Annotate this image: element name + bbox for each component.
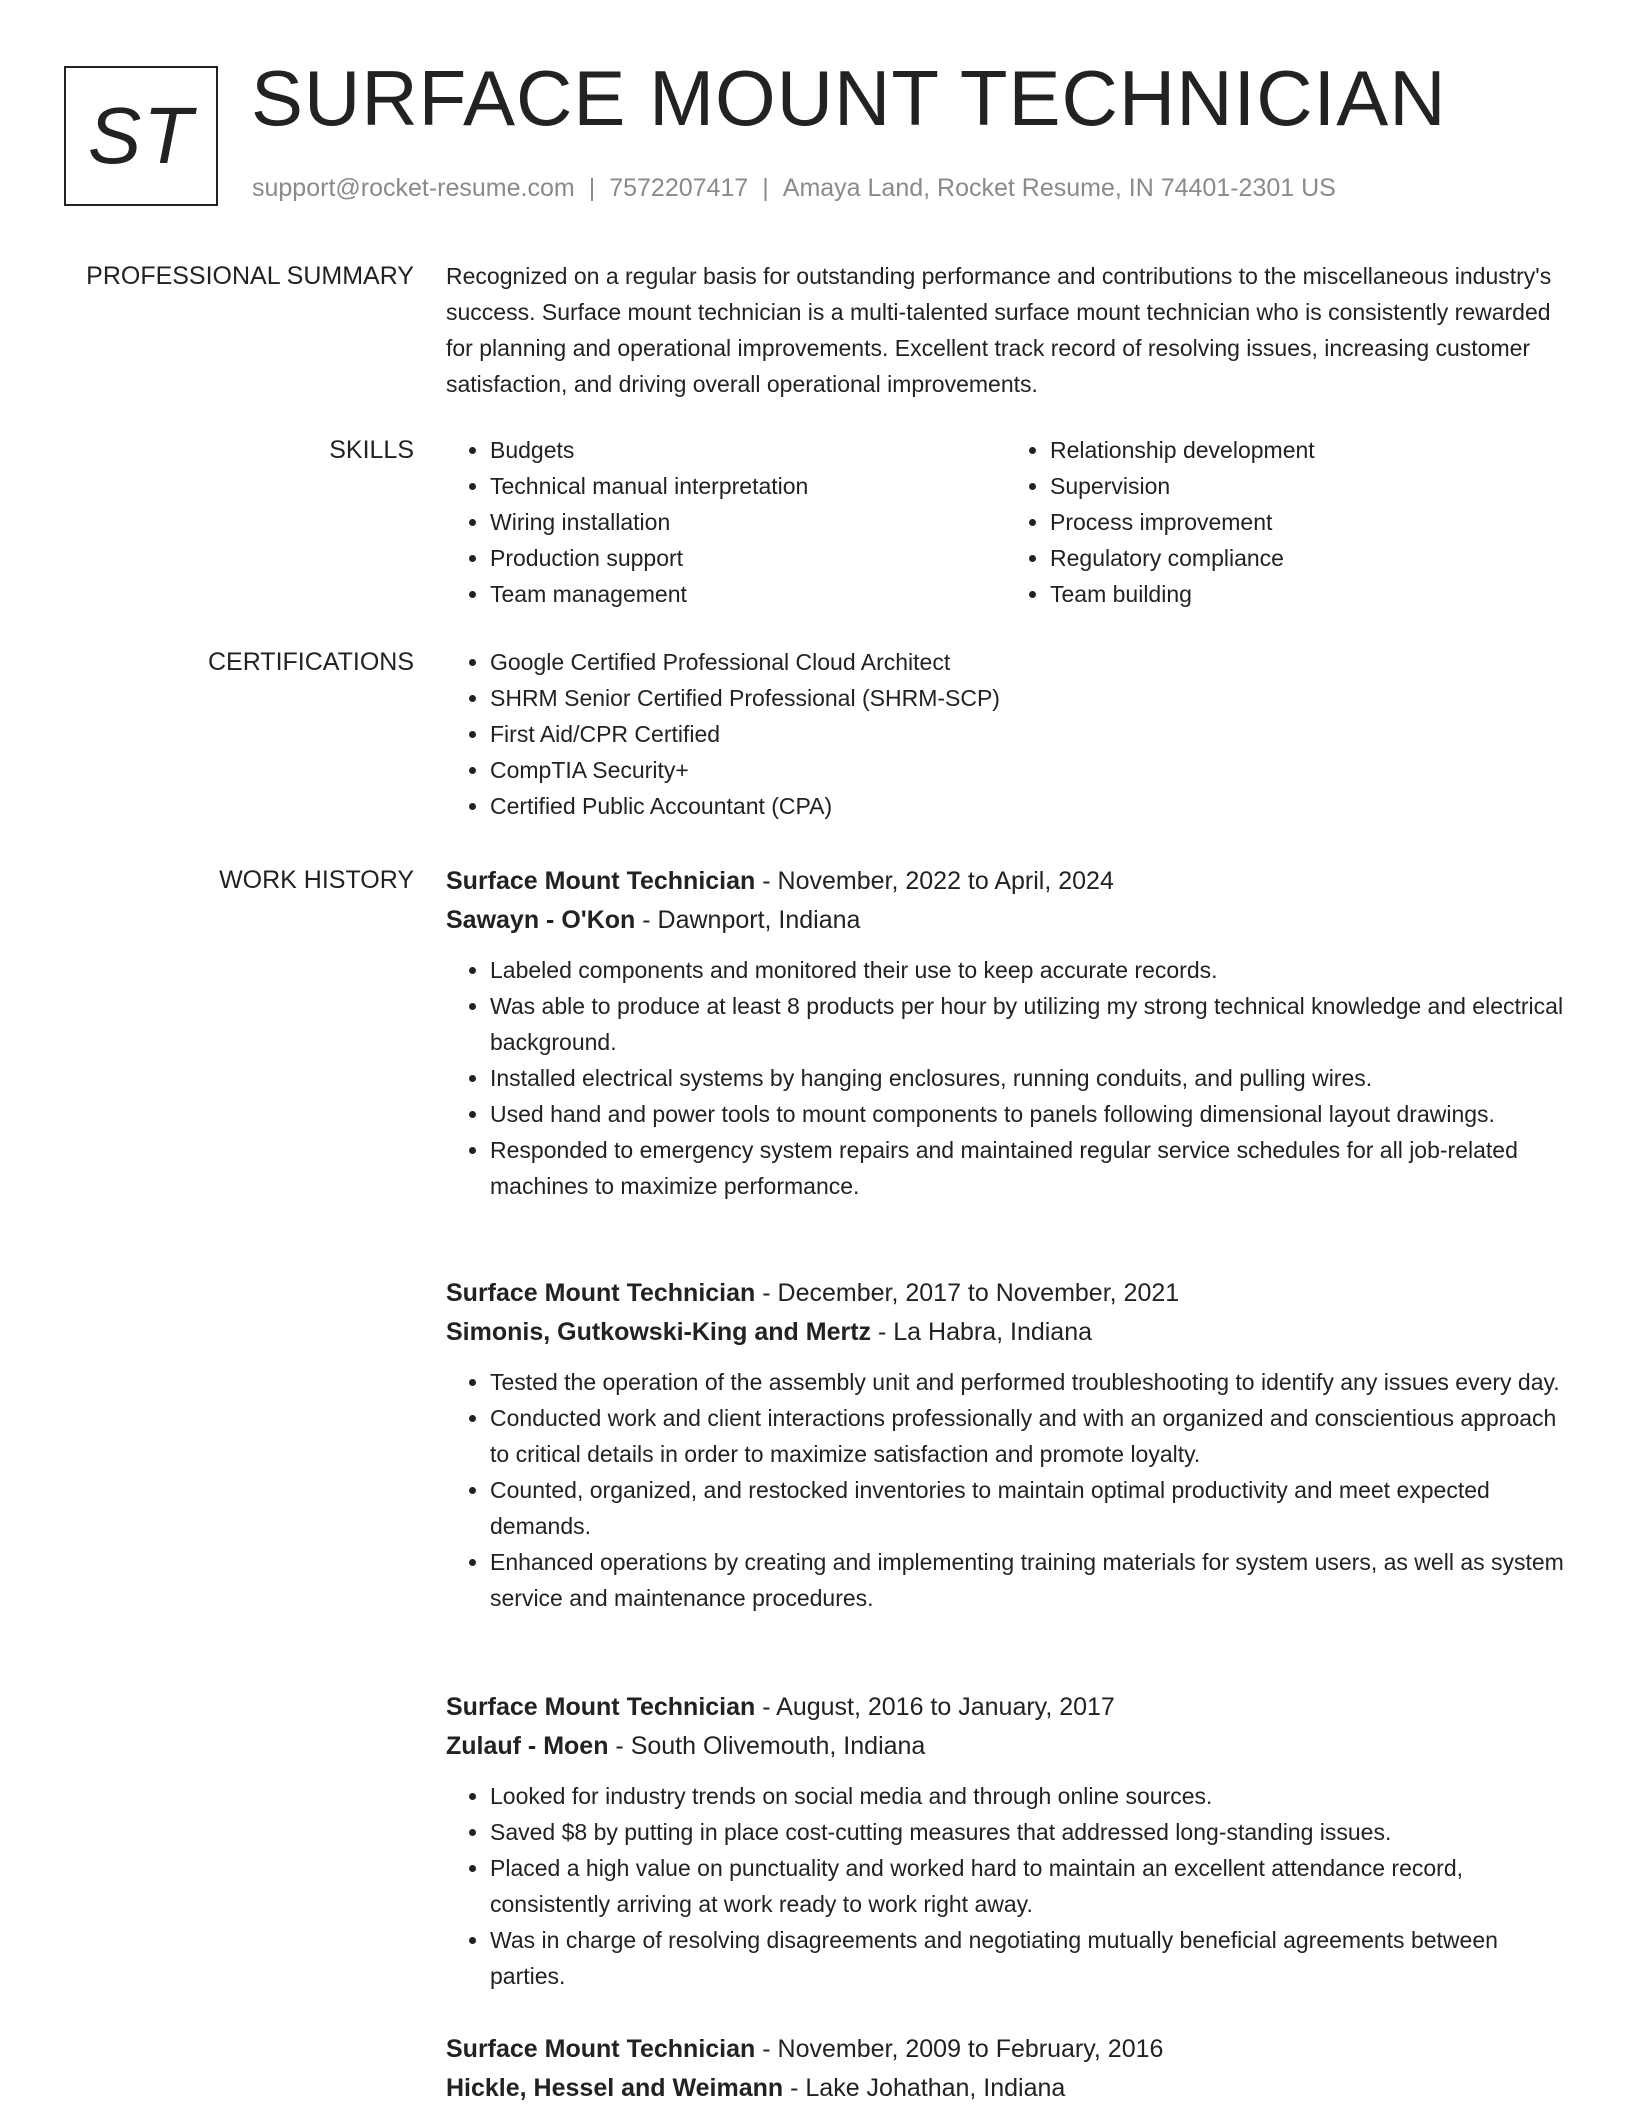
job-bullets xyxy=(446,952,1566,1204)
skills-list xyxy=(446,432,1566,612)
summary-body xyxy=(446,258,1566,402)
separator: | xyxy=(588,174,596,202)
certification-item: • First Aid/CPR Certified xyxy=(490,716,1566,752)
certifications-list xyxy=(446,644,1566,824)
job-dates: - December, 2017 to November, 2021 xyxy=(755,1279,1180,1307)
job-dates: - August, 2016 to January, 2017 xyxy=(755,1693,1115,1721)
separator: | xyxy=(762,174,769,202)
skill-item: • Budgets xyxy=(490,432,1006,468)
job-dates: - November, 2022 to April, 2024 xyxy=(755,867,1114,895)
job-location: - Dawnport, Indiana xyxy=(635,906,861,934)
skill-item: • Technical manual interpretation xyxy=(490,468,1006,504)
job-entry xyxy=(446,2030,1566,2108)
job-role: Surface Mount Technician xyxy=(446,1279,756,1307)
skills-column-left xyxy=(446,432,1006,612)
job-role: Surface Mount Technician xyxy=(446,867,756,895)
skill-item: • Relationship development xyxy=(1050,432,1566,468)
skill-item: • Process improvement xyxy=(1050,504,1566,540)
monogram-logo: ST xyxy=(64,66,218,206)
job-company: Sawayn - O'Kon xyxy=(446,906,636,934)
job-bullet: • Enhanced operations by creating and implementing training materials for system users, as well as system service and maintenance procedures. xyxy=(490,1544,1566,1616)
certification-item: • Certified Public Accountant (CPA) xyxy=(490,788,1566,824)
job-title-line xyxy=(446,1688,1566,1727)
section-title-work-history: WORK HISTORY xyxy=(219,866,414,894)
job-bullet: • Tested the operation of the assembly unit and performed troubleshooting to identify any issues every day. xyxy=(490,1364,1566,1400)
skill-item: • Team management xyxy=(490,576,1006,612)
certification-item: • SHRM Senior Certified Professional (SHRM-SCP) xyxy=(490,680,1566,716)
job-role: Surface Mount Technician xyxy=(446,1693,756,1721)
certification-item: • CompTIA Security+ xyxy=(490,752,1566,788)
job-company-line xyxy=(446,901,1566,940)
work-history-body xyxy=(446,862,1566,2102)
job-bullet: • Was in charge of resolving disagreements and negotiating mutually beneficial agreements between parties. xyxy=(490,1922,1566,1994)
skill-item: • Regulatory compliance xyxy=(1050,540,1566,576)
job-entry xyxy=(446,862,1566,1204)
certification-item: • Google Certified Professional Cloud Architect xyxy=(490,644,1566,680)
job-entry xyxy=(446,1274,1566,1616)
job-title-line xyxy=(446,2030,1566,2069)
job-bullet: • Looked for industry trends on social media and through online sources. xyxy=(490,1778,1566,1814)
job-bullet: • Installed electrical systems by hanging enclosures, running conduits, and pulling wires. xyxy=(490,1060,1566,1096)
skill-item: • Wiring installation xyxy=(490,504,1006,540)
job-entry xyxy=(446,1688,1566,1994)
address-text: Amaya Land, Rocket Resume, IN 74401-2301 US xyxy=(782,174,1336,202)
section-title-summary: PROFESSIONAL SUMMARY xyxy=(86,262,414,290)
job-bullet: • Used hand and power tools to mount components to panels following dimensional layout drawings. xyxy=(490,1096,1566,1132)
job-role: Surface Mount Technician xyxy=(446,2035,756,2063)
job-company: Hickle, Hessel and Weimann xyxy=(446,2074,784,2102)
job-location: - South Olivemouth, Indiana xyxy=(608,1732,926,1760)
job-location: - Lake Johathan, Indiana xyxy=(783,2074,1066,2102)
section-title-certifications: CERTIFICATIONS xyxy=(207,648,414,676)
job-bullet: • Was able to produce at least 8 products per hour by utilizing my strong technical knowledge and electrical background. xyxy=(490,988,1566,1060)
email-text[interactable]: support@rocket-resume.com xyxy=(252,174,575,202)
job-location: - La Habra, Indiana xyxy=(871,1318,1093,1346)
skill-item: • Production support xyxy=(490,540,1006,576)
job-bullets xyxy=(446,1778,1566,1994)
job-company-line xyxy=(446,1727,1566,1766)
contact-line xyxy=(252,174,1336,203)
job-bullet: • Responded to emergency system repairs and maintained regular service schedules for all job-related machines to maximize performance. xyxy=(490,1132,1566,1204)
job-bullet: • Saved $8 by putting in place cost-cutting measures that addressed long-standing issues. xyxy=(490,1814,1566,1850)
job-bullets xyxy=(446,1364,1566,1616)
job-bullet: • Conducted work and client interactions professionally and with an organized and conscientious approach to critical details in order to maximize satisfaction and promote loyalty. xyxy=(490,1400,1566,1472)
job-bullet: • Labeled components and monitored their use to keep accurate records. xyxy=(490,952,1566,988)
summary-text: Recognized on a regular basis for outstanding performance and contributions to the miscellaneous industry's success. Surface mount technician is a multi-talented surface mount technician who is consistently rewarded for planning and operational improvements. Excellent track record of resolving issues, increasing customer satisfaction, and driving overall operational improvements. xyxy=(446,263,1552,397)
certifications-body xyxy=(446,644,1566,824)
section-title-skills: SKILLS xyxy=(329,436,414,464)
job-company-line xyxy=(446,2069,1566,2108)
skill-item: • Supervision xyxy=(1050,468,1566,504)
job-bullet: • Counted, organized, and restocked inventories to maintain optimal productivity and meet expected demands. xyxy=(490,1472,1566,1544)
page-title: SURFACE MOUNT TECHNICIAN xyxy=(251,54,1447,142)
job-title-line xyxy=(446,862,1566,901)
phone-text[interactable]: 7572207417 xyxy=(609,174,749,202)
job-title-line xyxy=(446,1274,1566,1313)
skills-column-right xyxy=(1006,432,1566,612)
job-company: Zulauf - Moen xyxy=(446,1732,609,1760)
job-dates: - November, 2009 to February, 2016 xyxy=(755,2035,1164,2063)
job-company-line xyxy=(446,1313,1566,1352)
job-bullet: • Placed a high value on punctuality and worked hard to maintain an excellent attendance record, consistently arriving at work ready to work right away. xyxy=(490,1850,1566,1922)
skill-item: • Team building xyxy=(1050,576,1566,612)
job-company: Simonis, Gutkowski-King and Mertz xyxy=(446,1318,872,1346)
